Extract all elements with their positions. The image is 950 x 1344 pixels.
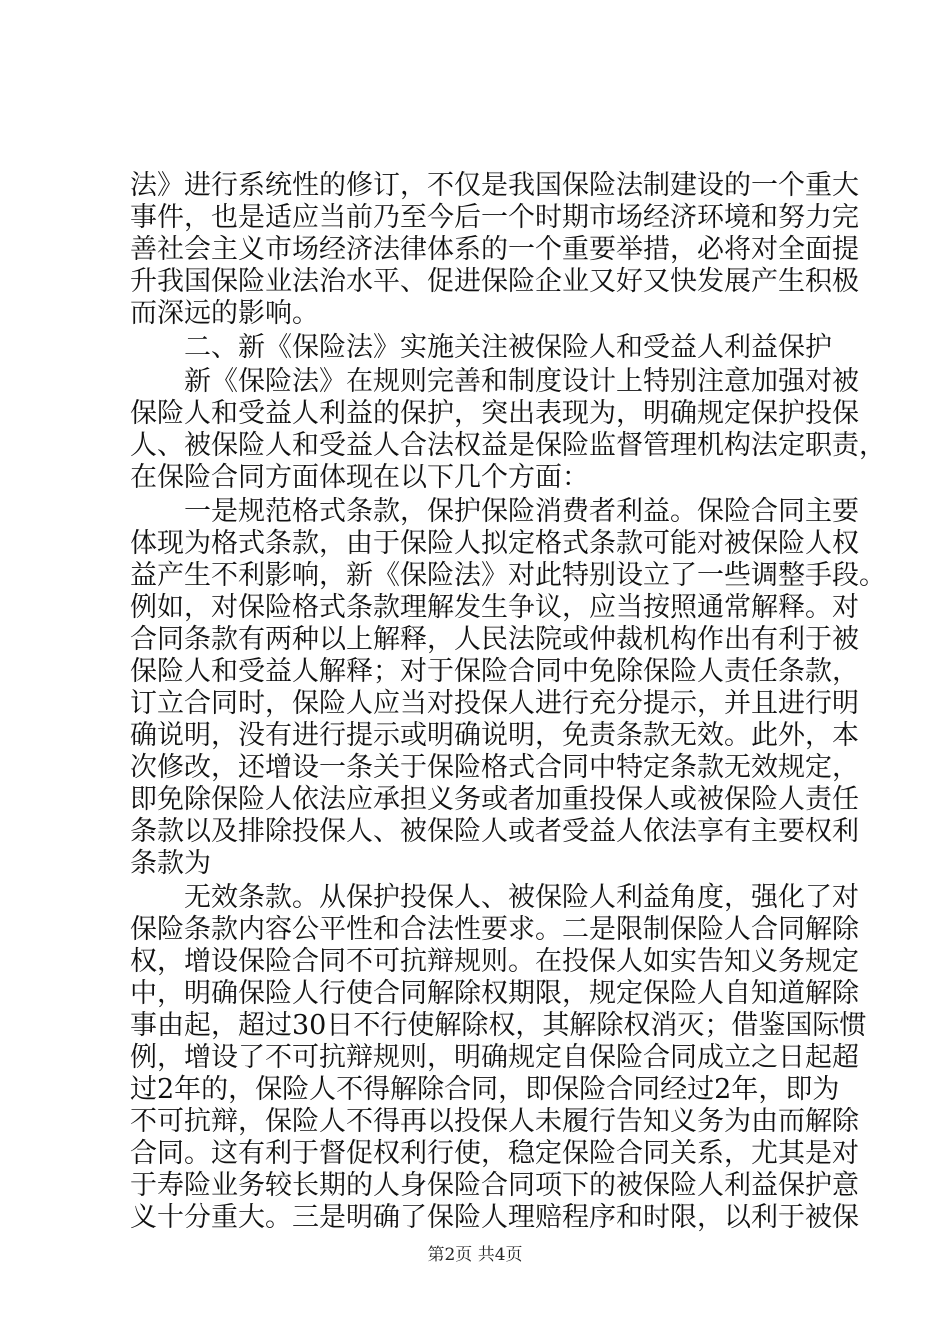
text-line: 订立合同时，保险人应当对投保人进行充分提示，并且进行明 xyxy=(130,688,859,719)
text-line: 确说明，没有进行提示或明确说明，免责条款无效。此外，本 xyxy=(130,720,859,751)
text-line: 条款为 xyxy=(130,848,211,879)
text-line: 保险条款内容公平性和合法性要求。二是限制保险人合同解除 xyxy=(130,914,859,945)
text-line: 条款以及排除投保人、被保险人或者受益人依法享有主要权利 xyxy=(130,816,859,847)
page-number-label: 第2页 共4页 xyxy=(427,1245,523,1265)
text-line: 中，明确保险人行使合同解除权期限，规定保险人自知道解除 xyxy=(130,978,859,1009)
text-line: 在保险合同方面体现在以下几个方面： xyxy=(130,462,589,493)
text-line: 过2年的，保险人不得解除合同，即保险合同经过2年，即为 xyxy=(130,1074,840,1105)
text-line: 即免除保险人依法应承担义务或者加重投保人或被保险人责任 xyxy=(130,784,859,815)
text-line: 无效条款。从保护投保人、被保险人利益角度，强化了对 xyxy=(184,882,859,913)
text-line: 事由起，超过30日不行使解除权，其解除权消灭；借鉴国际惯 xyxy=(130,1010,867,1041)
page-footer xyxy=(0,1244,950,1266)
text-line: 保险人和受益人解释；对于保险合同中免除保险人责任条款， xyxy=(130,656,859,687)
text-line: 义十分重大。三是明确了保险人理赔程序和时限，以利于被保 xyxy=(130,1202,859,1233)
text-line: 合同条款有两种以上解释，人民法院或仲裁机构作出有利于被 xyxy=(130,624,859,655)
text-line: 而深远的影响。 xyxy=(130,298,319,329)
text-line: 次修改，还增设一条关于保险格式合同中特定条款无效规定， xyxy=(130,752,859,783)
text-line: 例如，对保险格式条款理解发生争议，应当按照通常解释。对 xyxy=(130,592,859,623)
text-line: 善社会主义市场经济法律体系的一个重要举措，必将对全面提 xyxy=(130,234,859,265)
text-line: 体现为格式条款，由于保险人拟定格式条款可能对被保险人权 xyxy=(130,528,859,559)
text-line: 于寿险业务较长期的人身保险合同项下的被保险人利益保护意 xyxy=(130,1170,859,1201)
text-line: 人、被保险人和受益人合法权益是保险监督管理机构法定职责， xyxy=(130,430,886,461)
text-line: 一是规范格式条款，保护保险消费者利益。保险合同主要 xyxy=(184,496,859,527)
text-line: 新《保险法》在规则完善和制度设计上特别注意加强对被 xyxy=(184,366,859,397)
section-heading: 二、新《保险法》实施关注被保险人和受益人利益保护 xyxy=(184,332,832,363)
text-line: 合同。这有利于督促权利行使，稳定保险合同关系，尤其是对 xyxy=(130,1138,859,1169)
text-line: 升我国保险业法治水平、促进保险企业又好又快发展产生积极 xyxy=(130,266,859,297)
text-line: 例，增设了不可抗辩规则，明确规定自保险合同成立之日起超 xyxy=(130,1042,859,1073)
text-line: 益产生不利影响，新《保险法》对此特别设立了一些调整手段。 xyxy=(130,560,886,591)
text-line: 保险人和受益人利益的保护，突出表现为，明确规定保护投保 xyxy=(130,398,859,429)
text-line: 权，增设保险合同不可抗辩规则。在投保人如实告知义务规定 xyxy=(130,946,859,977)
text-line: 不可抗辩，保险人不得再以投保人未履行告知义务为由而解除 xyxy=(130,1106,859,1137)
text-line: 法》进行系统性的修订，不仅是我国保险法制建设的一个重大 xyxy=(130,170,859,201)
text-line: 事件，也是适应当前乃至今后一个时期市场经济环境和努力完 xyxy=(130,202,859,233)
